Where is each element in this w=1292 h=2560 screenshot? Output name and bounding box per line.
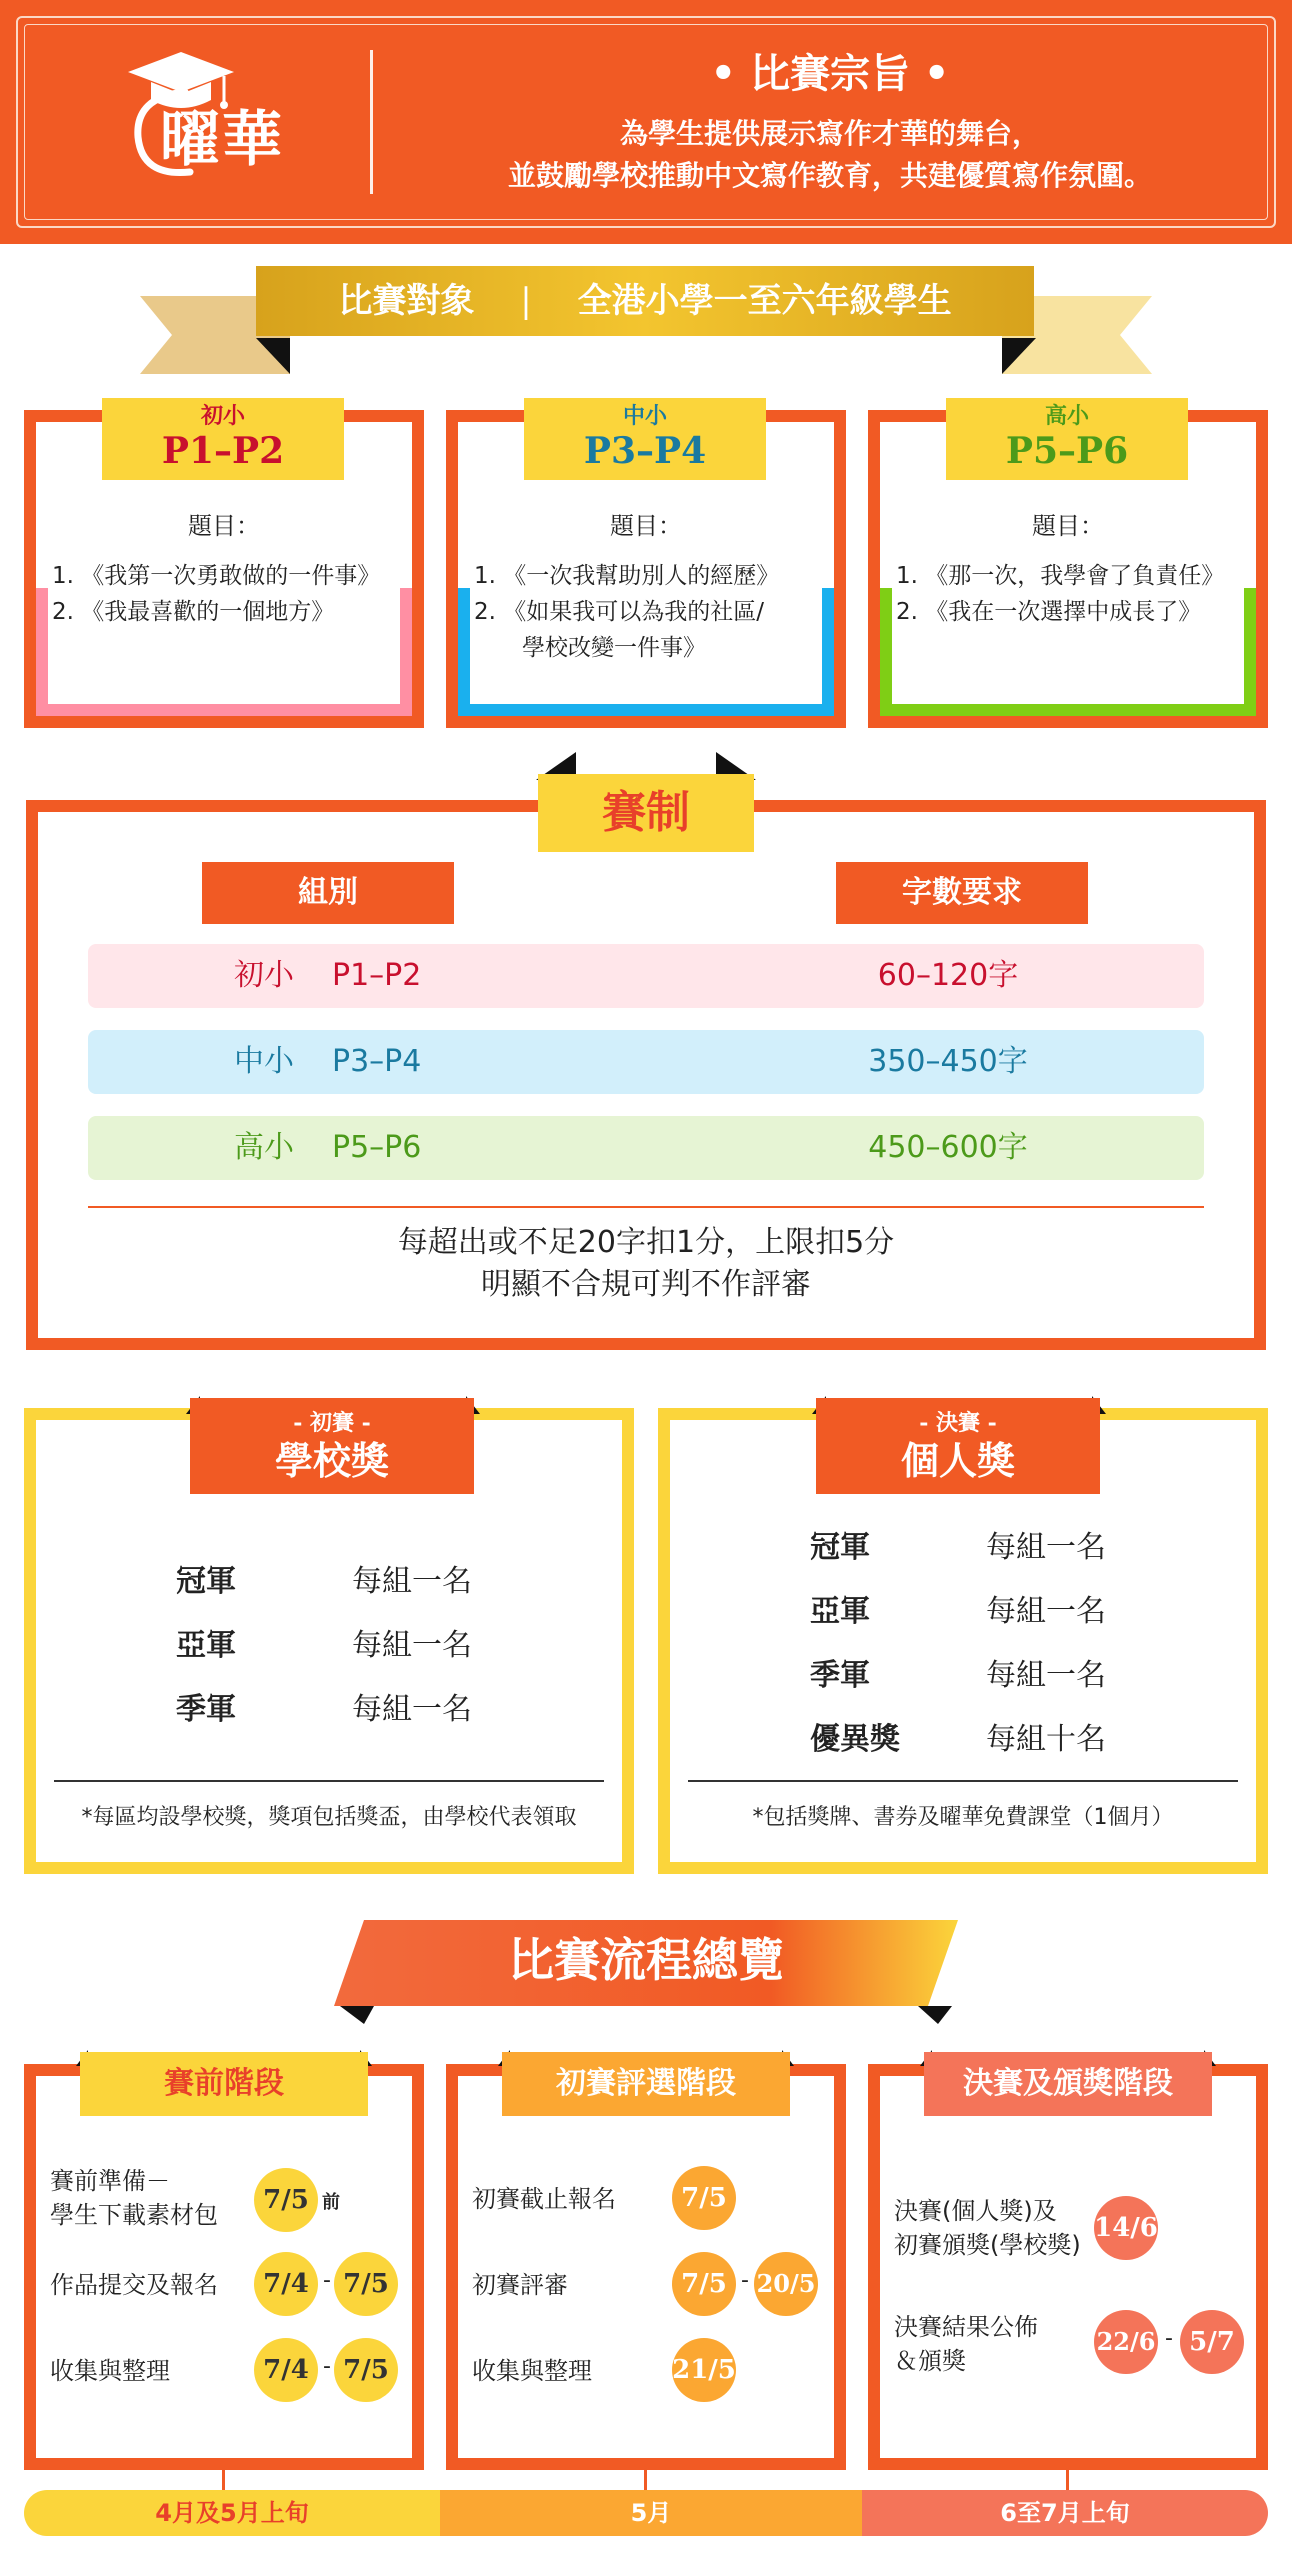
topic-tag-p5-p6: [946, 398, 1188, 480]
date-dash: -: [323, 2268, 331, 2293]
award-note: *包括獎牌、書券及曜華免費課堂（1個月）: [752, 1805, 1174, 1830]
topic-tag-p3-p4: [524, 398, 766, 480]
date-badge: 7/4: [254, 2338, 318, 2402]
topic-heading: 題目：: [610, 512, 682, 540]
topic-item-text: 《那一次，我學會了負責任》: [925, 563, 1225, 589]
eligibility-separator: |: [520, 281, 532, 321]
award-stage: - 初賽 -: [293, 1410, 371, 1436]
date-badge: 7/5: [672, 2166, 736, 2230]
phase-item-line: 初賽頒獎(學校獎): [894, 2231, 1081, 2259]
flow-title: 比賽流程總覽: [508, 1933, 784, 1987]
rules-row-level: 初小: [234, 958, 294, 993]
rules-row-p1-p2: [88, 944, 1204, 1008]
topic-item-number: 2.: [474, 599, 496, 625]
award-rank: 冠軍: [176, 1564, 236, 1599]
timeline-connector: [644, 2470, 647, 2492]
topic-item-text: 《如果我可以為我的社區/: [503, 599, 765, 625]
topic-item: [896, 558, 1224, 594]
award-divider: [688, 1780, 1238, 1782]
award-value: 每組十名: [986, 1722, 1106, 1757]
rules-row-grade: P5–P6: [332, 1130, 422, 1165]
phase-item-text: [894, 2310, 1038, 2378]
rules-row-words: 60–120字: [877, 958, 1019, 993]
phase-item-text: 初賽評審: [472, 2271, 568, 2299]
award-note: *每區均設學校獎，獎項包括獎盃，由學校代表領取: [81, 1805, 577, 1830]
topic-item-text: 《一次我幫助別人的經歷》: [503, 563, 780, 589]
phase-card-final: [868, 2064, 1268, 2470]
topic-item: [52, 594, 334, 630]
topic-level: 初小: [200, 403, 245, 429]
eligibility-label: 比賽對象: [338, 281, 475, 321]
topic-heading: 題目：: [188, 512, 260, 540]
rules-divider: [88, 1206, 1204, 1208]
date-badge: 7/5: [254, 2168, 318, 2232]
date-badge: 7/5: [334, 2252, 398, 2316]
topic-item: [474, 594, 764, 630]
phase-item-text: [894, 2194, 1081, 2262]
topic-item-text: 《我第一次勇敢做的一件事》: [81, 563, 381, 589]
award-value: 每組一名: [986, 1658, 1106, 1693]
topic-item-number: 2.: [896, 599, 918, 625]
date-dash: -: [741, 2268, 749, 2293]
phase-item-line: 賽前準備－: [50, 2167, 170, 2195]
phase-item-text: 作品提交及報名: [50, 2271, 218, 2299]
timeline-connector: [222, 2470, 225, 2492]
rules-row-p3-p4: [88, 1030, 1204, 1094]
date-badge: 20/5: [754, 2252, 818, 2316]
date-badge: 7/4: [254, 2252, 318, 2316]
mission-line-1: 為學生提供展示寫作才華的舞台，: [619, 117, 1040, 150]
topic-item: [474, 558, 779, 594]
rules-col-words: 字數要求: [836, 862, 1088, 924]
award-divider: [54, 1780, 604, 1782]
timeline-segment: 6至7月上旬: [862, 2490, 1268, 2536]
topic-grade: P5–P6: [1005, 430, 1129, 472]
award-name: 個人獎: [900, 1438, 1015, 1483]
phase-item-line: 決賽結果公佈: [894, 2313, 1038, 2341]
award-rank: 亞軍: [810, 1594, 870, 1629]
rules-title: 賽制: [538, 774, 754, 852]
topic-item-number: 2.: [52, 599, 74, 625]
date-badge: 22/6: [1094, 2310, 1158, 2374]
award-value: 每組一名: [352, 1564, 472, 1599]
rules-row-words: 350–450字: [868, 1044, 1028, 1079]
award-value: 每組一名: [352, 1692, 472, 1727]
mission-line-2: 並鼓勵學校推動中文寫作教育，共建優質寫作氛圍。: [507, 159, 1152, 192]
topic-item-number: 1.: [52, 563, 74, 589]
phase-item-line: 學生下載素材包: [50, 2201, 218, 2229]
phase-item-text: 初賽截止報名: [472, 2185, 616, 2213]
rules-note-2: 明顯不合規可判不作評審: [481, 1267, 811, 1302]
timeline-connector: [1066, 2470, 1069, 2492]
phase-tag-preliminary: 初賽評選階段: [502, 2052, 790, 2116]
timeline-bar: [24, 2490, 1268, 2536]
award-value: 每組一名: [986, 1530, 1106, 1565]
award-value: 每組一名: [986, 1594, 1106, 1629]
date-badge: 14/6: [1094, 2196, 1158, 2260]
timeline-segment: 5月: [440, 2490, 862, 2536]
date-suffix: 前: [322, 2192, 340, 2213]
topic-grade: P1–P2: [161, 430, 285, 472]
phase-item-text: 收集與整理: [50, 2357, 170, 2385]
award-tag-individual: [816, 1398, 1100, 1494]
phase-item-line: ＆頒獎: [894, 2347, 966, 2375]
date-badge: 5/7: [1180, 2310, 1244, 2374]
eligibility-ribbon: [256, 266, 1034, 336]
rules-row-grade: P3–P4: [332, 1044, 422, 1079]
phase-item-line: 決賽(個人獎)及: [894, 2197, 1057, 2225]
topic-item-text: 《我在一次選擇中成長了》: [925, 599, 1202, 625]
phase-tag-final: 決賽及頒獎階段: [924, 2052, 1212, 2116]
timeline-segment: 4月及5月上旬: [24, 2490, 440, 2536]
topic-item-text: 《我最喜歡的一個地方》: [81, 599, 335, 625]
topic-item-number: 1.: [474, 563, 496, 589]
award-rank: 亞軍: [176, 1628, 236, 1663]
award-rank: 優異獎: [810, 1722, 900, 1757]
topic-item-number: 1.: [896, 563, 918, 589]
phase-item-text: [50, 2164, 218, 2232]
header-banner: [0, 0, 1292, 244]
phase-tag-pre: 賽前階段: [80, 2052, 368, 2116]
rules-row-p5-p6: [88, 1116, 1204, 1180]
rules-row-level: 高小: [234, 1130, 294, 1165]
header-divider: [370, 50, 373, 194]
rules-row-words: 450–600字: [868, 1130, 1028, 1165]
award-name: 學校獎: [274, 1438, 389, 1483]
award-rank: 季軍: [810, 1658, 870, 1693]
award-stage: - 決賽 -: [919, 1410, 997, 1436]
date-badge: 7/5: [672, 2252, 736, 2316]
award-tag-school: [190, 1398, 474, 1494]
topic-heading: 題目：: [1032, 512, 1104, 540]
topic-item: [896, 594, 1201, 630]
topic-item: [52, 558, 380, 594]
phase-item-text: 收集與整理: [472, 2357, 592, 2385]
rules-note-1: 每超出或不足20字扣1分，上限扣5分: [397, 1225, 895, 1260]
rules-row-grade: P1–P2: [332, 958, 422, 993]
award-rank: 冠軍: [810, 1530, 870, 1565]
mission-title: • 比賽宗旨 •: [710, 50, 950, 97]
date-badge: 7/5: [334, 2338, 398, 2402]
date-dash: -: [323, 2354, 331, 2379]
award-value: 每組一名: [352, 1628, 472, 1663]
topic-grade: P3–P4: [583, 430, 707, 472]
topic-level: 中小: [622, 403, 667, 429]
award-rank: 季軍: [176, 1692, 236, 1727]
rules-col-group: 組別: [202, 862, 454, 924]
eligibility-value: 全港小學一至六年級學生: [577, 281, 952, 321]
topic-item-continuation: 學校改變一件事》: [522, 635, 706, 661]
topic-tag-p1-p2: [102, 398, 344, 480]
rules-row-level: 中小: [234, 1044, 294, 1079]
topic-level: 高小: [1044, 403, 1089, 429]
date-badge: 21/5: [672, 2338, 736, 2402]
date-dash: -: [1165, 2326, 1173, 2351]
logo-text: 曜華: [160, 105, 284, 175]
